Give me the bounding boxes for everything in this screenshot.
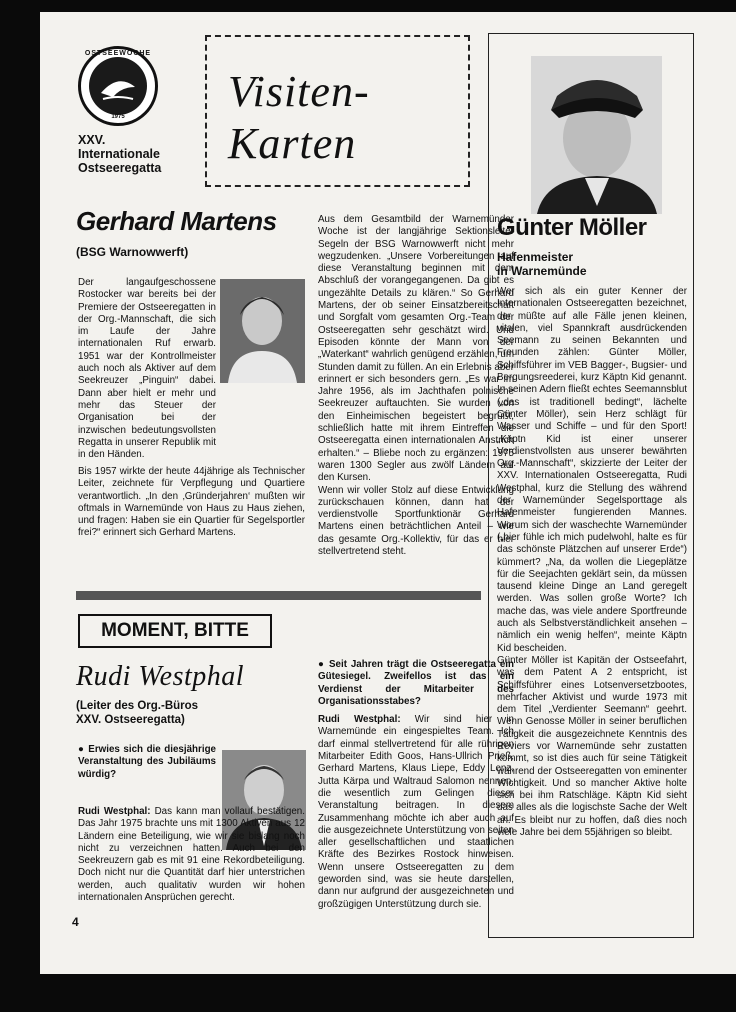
answer-2-text: Wir sind hier in Warnemünde ein eingespieltes Team. Ich darf einmal stellvertretend für alle rührigen Mitarbeiter Edith Goos, Hans-Ullrich Prieß, Gerhard Martens, Klaus Liepe, Eddy Lenz, Jutta Kärpa und Waltraud Salomon nennen, die wesentlich zum Gelingen dieser Veranstaltung beitragen. In diesem Zusammenhang möchte ich aber auch auf die ausgezeichnete Unterstützung von seiten aller gesellschaftlichen und staatlichen Kräfte des Bezirkes Rostock hinweisen. Wenn unsere Ostseeregatten zu dem geworden sind, was sie heute darstellen, dann nur aufgrund der ausgezeichneten und großzügigen Unterstützung durch sie. xyxy=(318,714,514,910)
westphal-answer-2 xyxy=(318,714,514,911)
regatta-label xyxy=(78,133,208,175)
moeller-subtitle-1: Hafenmeister xyxy=(497,250,574,264)
martens-col2-text: Aus dem Gesamtbild der Warnemünder Woche ist der langjährige Sektionsleiter Segeln der BSG Warnowwerft nicht mehr wegzudenken. „Unsere Vorbereitungen auf diese Veranstaltung beginnen mit dem Abschluß der vorangegangenen. Da gibt es ungezählte Details zu klären.“ So Gerhard Martens, der ob seiner Einsatzbereitschaft und Sorgfalt vom gesamten Org.-Team der Ostseeregatten sehr geschätzt wird. Und Episoden könnte der Mann von der „Waterkant“ wahrlich genügend erzählen, um Stunden damit zu füllen. An ein Erlebnis aber erinnert er sich besonders gern. „Es war im Jahre 1956, als im Jachthafen polnische Seekreuzer auftauchten. Sie wurden von den Einheimischen begeistert begrüßt, schließlich hatte mit ihrem Eintreffen die Ostseeregatta einen internationalen Anstrich erhalten.“ – Bliebe noch zu ergänzen: 1975 waren 1300 Segler aus zwölf Ländern auf den Kursen. xyxy=(318,214,514,484)
moeller-subtitle-2: in Warnemünde xyxy=(497,264,587,278)
page-title xyxy=(228,66,468,170)
page-number: 4 xyxy=(72,915,79,929)
logo-year: 1975 xyxy=(111,114,125,120)
sailboat-icon xyxy=(89,57,147,115)
martens-col2 xyxy=(318,214,514,558)
westphal-subtitle-1: (Leiter des Org.-Büros xyxy=(76,700,199,712)
martens-subtitle: (BSG Warnowwerft) xyxy=(76,245,189,259)
martens-intro-top xyxy=(78,277,216,461)
moment-bitte-box: MOMENT, BITTE xyxy=(78,614,272,648)
martens-col2b-text: Wenn wir voller Stolz auf diese Entwicklung zurückschauen können, dann hat der verdienstvolle Sportfunktionär Gerhard Martens einen beträchtlichen Anteil – wie das gesamte Org.-Kollektiv, für das er hier stellvertretend steht. xyxy=(318,484,514,558)
speaker-label-1: Rudi Westphal: xyxy=(78,806,151,817)
moeller-name: Günter Möller xyxy=(497,214,647,241)
westphal-q1-block xyxy=(78,744,216,781)
martens-name: Gerhard Martens xyxy=(76,206,277,236)
ostseewoche-logo xyxy=(78,46,158,126)
moeller-body xyxy=(497,286,687,839)
section-divider xyxy=(76,591,481,600)
westphal-question-2: ● Seit Jahren trägt die Ostseeregatta ein Gütesiegel. Zweifellos ist das ein Verdienst der Mitarbeiter des Organisationsstabes? xyxy=(318,659,514,707)
westphal-a1-block xyxy=(78,806,305,904)
westphal-subtitle-2: XXV. Ostseeregatta) xyxy=(76,714,185,726)
title-line-2: Karten xyxy=(228,119,357,168)
westphal-subtitle xyxy=(76,699,276,727)
answer-1-text: Das kann man vollauf bestätigen. Das Jahr 1975 brachte uns mit 1300 Aktiven aus 12 Ländern eine Beteiligung, wie wir sie bislang noch nicht zu verzeichnen hatten. Auch bei den Seekreuzern gab es mit 91 eine Rekordbeteiligung. Doch nicht nur die Quantität darf hier unterstrichen werden, auch qualitativ wurden wir hohen internationalen Ansprüchen gerecht. xyxy=(78,806,305,904)
regatta-line-3: Ostseeregatta xyxy=(78,161,162,175)
question-1-text: Erwies sich die diesjährige Veranstaltung des Jubiläums würdig? xyxy=(78,744,216,780)
moeller-photo xyxy=(531,56,662,214)
westphal-name: Rudi Westphal xyxy=(76,661,245,692)
martens-para2: Bis 1957 wirkte der heute 44jährige als Technischer Leiter, zeichnete für Verpflegung und Quartiere verantwortlich. „In den ‚Gründerjahren‘ mußten wir oftmals in Warnemünde von Haus zu Haus ziehen, und fragen: Haben sie ein Quartier für Segelsportler frei?“ erinnert sich Gerhard Martens. xyxy=(78,466,305,539)
magazine-page xyxy=(40,12,736,974)
westphal-col2 xyxy=(318,615,514,911)
speaker-label-2: Rudi Westphal: xyxy=(318,714,401,726)
regatta-line-2: Internationale xyxy=(78,147,160,161)
martens-intro: Der langaufgeschossene Rostocker war bereits bei der Premiere der Ostseeregatten in der Org.-Mannschaft, die sich im Laufe der Jahre internationalen Ruf erwarb. 1951 war der Kontrollmeister auch noch als Aktiver auf dem Seekreuzer „Pinguin“ dabei. Dann aber hielt er mehr und mehr das Steuer der Organisation bei der inzwischen bedeutungsvollsten Regatta in unserer Republik mit in den Händen. xyxy=(78,277,216,461)
question-2-text: Seit Jahren trägt die Ostseeregatta ein Gütesiegel. Zweifellos ist das ein Verdienst der Mitarbeiter des Organisationsstabes? xyxy=(318,659,514,707)
moeller-para1: Wer sich als ein guter Kenner der Internationalen Ostseeregatten bezeichnet, der müßte auf alle Fälle jenen kleinen, vitalen, viel Spannkraft ausdrückenden Seemann zu seinen Bekannten und Freunden zählen: Günter Möller, Schiffsführer im VEB Bagger-, Bugsier- und Bergungsreederei, kurz Käptn Kid genannt. In seinen Adern fließt echtes Seemannsblut („das ist traditionell bedingt“, lächelte Günter Möller), sein Herz schlägt für Wasser und Schiffe – und für den Sport! „Käptn Kid ist einer unserer Verdienstvollsten aus unserer bewährten Org.-Mannschaft“, skizzierte der Leiter der XXV. Internationalen Ostseeregatta, Rudi Westphal, kurz die Stellung des während der Warnemünder Segelsporttage als Hafenmeister fungierenden Mannes. Worum sich der waschechte Warnemünder („hier fühle ich mich pudelwohl, halte es für das schönste Plätzchen auf unserer Erde“) kümmert? „Na, da wollen die Liegeplätze für die Seejachten geklärt sein, da müssen tausend kleine Dinge an Land geregelt werden. Was sollen große Worte? Ich mache das, was viele andere Sportfreunde auch als Selbstverständlichkeit ansehen – nämlich ein wenig helfen“, meinte Käptn Kid bescheiden. xyxy=(497,286,687,654)
westphal-question-1: ● Erwies sich die diesjährige Veranstaltung des Jubiläums würdig? xyxy=(78,744,216,780)
regatta-line-1: XXV. xyxy=(78,133,106,147)
martens-photo xyxy=(220,279,305,383)
title-line-1: Visiten- xyxy=(228,67,370,116)
moeller-para2: Günter Möller ist Kapitän der Ostseefahrt, was dem Patent A 2 entspricht, ist Schiffsführer eines Lotsenversetzbootes, mehrfacher Aktivist und wurde 1973 mit dem Titel „Verdienter Seemann“ geehrt. Wenn Genosse Möller in seiner beruflichen Tätigkeit die ausgezeichnete Kenntnis des Reviers vor Warnemünde sehr zustatten kommt, so ist dies auch für seine Tätigkeit während der Ostseeregatten von eminenter Wichtigkeit. Und so mancher Aktive holte sich bei ihm Ratschläge. Käptn Kid sieht das alles als die logischste Sache der Welt an. Es bleibt nur zu hoffen, daß dies noch viele Jahre bei dem 55jährigen so bleibt. xyxy=(497,654,687,839)
moeller-subtitle xyxy=(497,250,677,278)
logo-text: OSTSEEWOCHE xyxy=(84,50,152,57)
